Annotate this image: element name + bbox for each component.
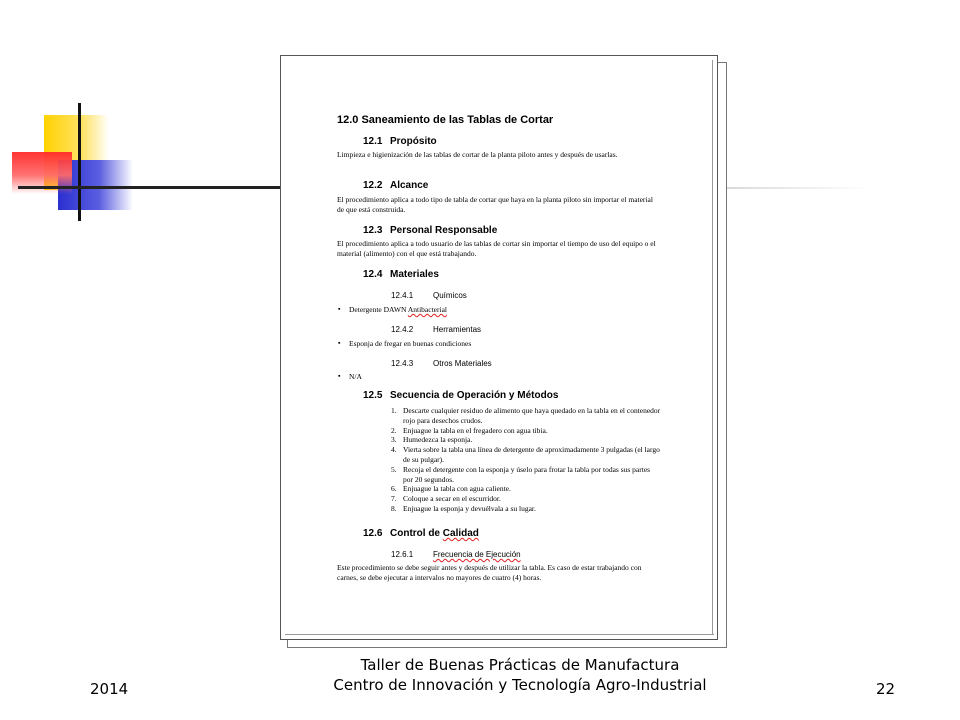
list-item-text-flagged: Antibacterial: [407, 305, 447, 314]
decor-vertical-line: [78, 103, 81, 221]
subsection-label: Herramientas: [433, 325, 482, 334]
list-item: [349, 305, 447, 314]
step-item: 7. Coloque a secar en el escurridor.: [391, 494, 501, 504]
section-number: 12.4: [363, 269, 383, 280]
step-item: 3. Humedezca la esponja.: [391, 435, 473, 445]
steps-list: [391, 406, 661, 514]
section-heading-purpose: [363, 136, 437, 147]
page-border-bottom: [285, 634, 714, 635]
footer-title: [0, 655, 960, 695]
section-heading-sequence: [363, 390, 558, 401]
step-item: 2. Enjuague la tabla en el fregadero con agua tibia.: [391, 425, 548, 435]
subsection-label: Otros Materiales: [433, 359, 492, 368]
section-heading-text: Control de: [390, 528, 443, 539]
section-number: 12.6: [363, 528, 383, 539]
footer-title-line2: Centro de Innovación y Tecnología Agro-Industrial: [333, 676, 707, 694]
list-item-text: Detergente DAWN: [349, 305, 408, 314]
section-heading-text-flagged: Calidad: [442, 528, 479, 539]
section-heading-responsible: [363, 225, 497, 236]
step-item: 8. Enjuague la esponja y devuélvala a su lugar.: [391, 503, 536, 513]
step-item: 5. Recoja el detergente con la esponja y úselo para frotar la tabla por todas sus partes por 20 segundos.: [391, 464, 651, 484]
step-item: 4. Vierta sobre la tabla una línea de detergente de aproximadamente 3 pulgadas (el largo de su pulgar).: [391, 445, 660, 464]
section-text-purpose: Limpieza e higienización de las tablas de cortar de la planta piloto antes y después de usarlas.: [337, 150, 618, 159]
step-item: 6. Enjuague la tabla con agua caliente.: [391, 484, 511, 494]
document-title: 12.0 Saneamiento de las Tablas de Cortar: [337, 114, 554, 126]
footer-year: 2014: [90, 680, 129, 698]
step-item: 1. Descarte cualquier residuo de alimento que haya quedado en la tabla en el contenedor rojo para desechos crudos.: [391, 406, 661, 425]
subsection-label: Frecuencia de Ejecución: [433, 550, 521, 559]
section-number: 12.3: [363, 225, 383, 236]
section-text-quality: Este procedimiento se debe seguir antes y después de utilizar la tabla. Es caso de estar trabajando con carnes, se debe ejecutar a intervalos no mayores de cuatro (4) horas.: [337, 563, 642, 582]
section-heading-text: Secuencia de Operación y Métodos: [390, 390, 559, 401]
section-heading-materials: [363, 269, 439, 280]
list-item: ▪ Esponja de fregar en buenas condiciones: [349, 339, 471, 348]
section-heading-text: Propósito: [390, 136, 437, 147]
section-heading-text: Materiales: [390, 269, 439, 280]
section-number: 12.1: [363, 136, 383, 147]
page-border-right: [712, 60, 713, 635]
section-number: 12.5: [363, 390, 383, 401]
subsection-other-materials: [391, 359, 492, 368]
subsection-tools: [391, 325, 481, 334]
subsection-chemicals: [391, 291, 467, 300]
section-heading-scope: [363, 180, 428, 191]
section-text-scope: El procedimiento aplica a todo tipo de tabla de cortar que haya en la planta piloto sin importar el material de que está construida.: [337, 195, 653, 214]
section-number: 12.2: [363, 180, 383, 191]
section-heading-text: Personal Responsable: [390, 225, 498, 236]
subsection-frequency: [391, 550, 521, 559]
slide-number: 22: [876, 680, 896, 698]
decor-faded-line: [720, 187, 870, 189]
list-item: ▪ N/A: [349, 372, 362, 381]
section-text-responsible: El procedimiento aplica a todo usuario de las tablas de cortar sin importar el tiempo de uso del equipo o el material (alimento) con el que está trabajando.: [337, 239, 656, 258]
subsection-number: 12.4.3: [391, 359, 414, 368]
footer-title-line1: Taller de Buenas Prácticas de Manufactura: [360, 656, 680, 674]
section-heading-quality: [363, 528, 479, 539]
subsection-label: Químicos: [433, 291, 467, 300]
decor-horizontal-line: [18, 186, 280, 189]
section-heading-text: Alcance: [390, 180, 429, 191]
subsection-number: 12.6.1: [391, 550, 414, 559]
subsection-number: 12.4.2: [391, 325, 414, 334]
document-page: [280, 55, 718, 640]
subsection-number: 12.4.1: [391, 291, 414, 300]
